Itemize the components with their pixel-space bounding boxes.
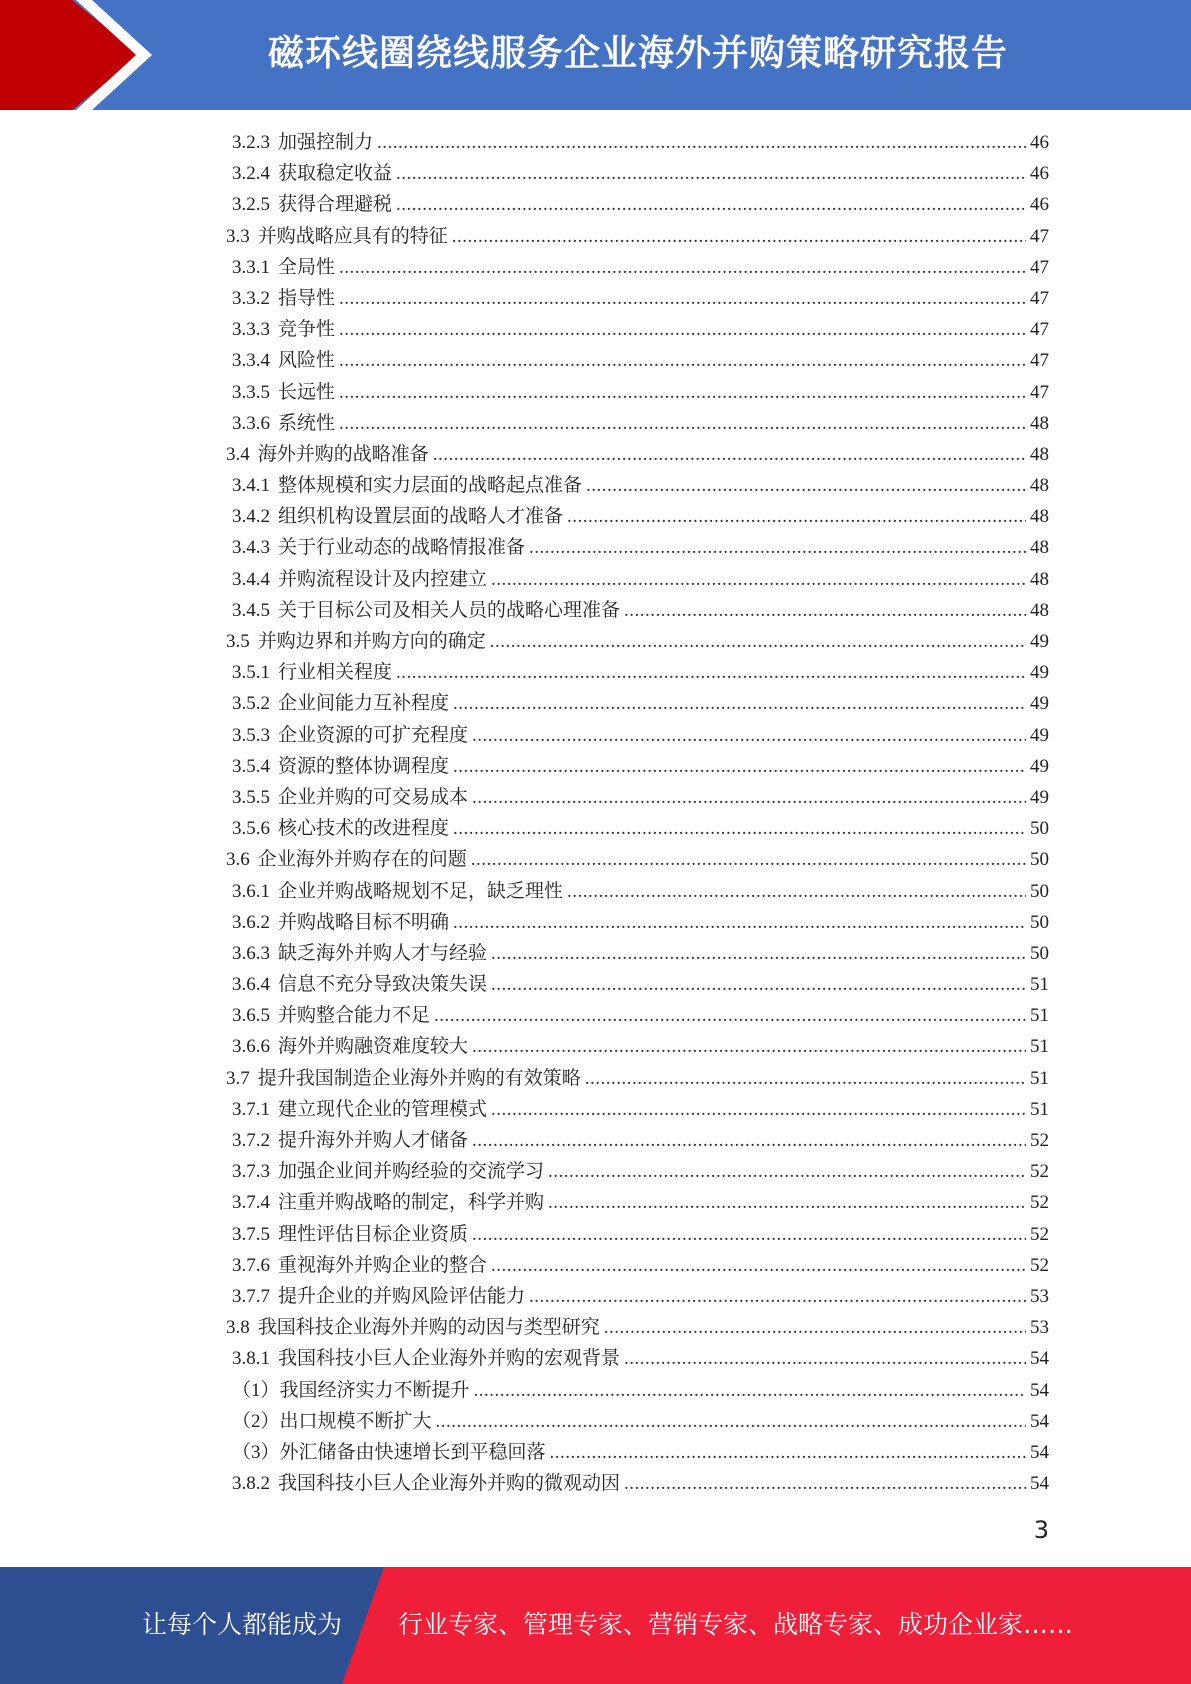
toc-entry-page: 47 <box>1030 381 1049 403</box>
toc-entry-page: 54 <box>1030 1473 1049 1495</box>
toc-entry-title: （2）出口规模不断扩大 <box>232 1410 432 1432</box>
toc-entry[interactable] <box>183 1187 1049 1218</box>
toc-dot-leader <box>472 720 1026 751</box>
toc-dot-leader <box>453 813 1026 844</box>
toc-entry-title: 提升我国制造企业海外并购的有效策略 <box>257 1067 581 1089</box>
toc-entry[interactable] <box>183 158 1049 189</box>
toc-entry-page: 51 <box>1030 974 1049 996</box>
toc-entry-number: 3.5.5 <box>232 786 270 808</box>
toc-entry-title: 竞争性 <box>278 319 336 341</box>
toc-entry[interactable] <box>183 626 1049 657</box>
toc-entry[interactable] <box>183 720 1049 751</box>
toc-entry-page: 48 <box>1030 599 1049 621</box>
toc-dot-leader <box>472 1219 1026 1250</box>
toc-entry[interactable] <box>183 907 1049 938</box>
toc-entry-number: 3.3.5 <box>232 381 270 403</box>
toc-dot-leader <box>550 1437 1026 1468</box>
toc-entry-number: 3.5 <box>226 631 250 652</box>
toc-entry-number: 3.6.6 <box>232 1036 270 1058</box>
toc-entry-page: 52 <box>1030 1223 1049 1245</box>
toc-dot-leader <box>453 688 1026 719</box>
toc-entry-title: 风险性 <box>278 350 336 372</box>
toc-entry-title: 我国科技企业海外并购的动因与类型研究 <box>257 1317 600 1339</box>
toc-entry-number: 3.5.2 <box>232 693 270 715</box>
toc-entry-number: 3.6.1 <box>232 880 270 902</box>
toc-dot-leader <box>624 1343 1026 1374</box>
toc-entry[interactable] <box>183 314 1049 345</box>
toc-dot-leader <box>567 876 1026 907</box>
toc-dot-leader <box>586 470 1026 501</box>
toc-entry-page: 49 <box>1030 631 1049 652</box>
toc-dot-leader <box>453 907 1026 938</box>
toc-dot-leader <box>472 782 1026 813</box>
toc-entry-number: 3.4.4 <box>232 568 270 590</box>
toc-entry-page: 49 <box>1030 786 1049 808</box>
toc-entry-number: 3.3.3 <box>232 319 270 341</box>
toc-dot-leader <box>433 439 1026 470</box>
toc-entry-title: 企业资源的可扩充程度 <box>278 724 469 746</box>
toc-entry-title: 企业并购战略规划不足，缺乏理性 <box>278 880 564 902</box>
toc-entry-title: 全局性 <box>278 256 336 278</box>
toc-entry[interactable] <box>183 876 1049 907</box>
toc-entry-number: 3.6.5 <box>232 1005 270 1027</box>
toc-entry[interactable] <box>183 252 1049 283</box>
toc-entry-page: 51 <box>1030 1036 1049 1058</box>
footer-band <box>0 1567 1191 1684</box>
toc-entry-page: 52 <box>1030 1192 1049 1214</box>
report-title: 磁环线圈绕线服务企业海外并购策略研究报告 <box>267 33 1008 74</box>
toc-entry-title: 并购整合能力不足 <box>278 1005 431 1027</box>
toc-dot-leader <box>585 1063 1026 1094</box>
toc-entry-number: 3.7.3 <box>232 1161 270 1183</box>
toc-entry-page: 52 <box>1030 1254 1049 1276</box>
toc-entry-title: 关于行业动态的战略情报准备 <box>278 537 526 559</box>
toc-dot-leader <box>491 1250 1026 1281</box>
toc-entry-number: 3.6.4 <box>232 974 270 996</box>
toc-entry-number: 3.5.6 <box>232 818 270 840</box>
toc-entry-page: 51 <box>1030 1067 1049 1089</box>
toc-entry-page: 47 <box>1030 287 1049 309</box>
toc-entry-page: 54 <box>1030 1379 1049 1401</box>
toc-entry-title: 长远性 <box>278 381 336 403</box>
toc-entry-title: 并购战略目标不明确 <box>278 911 450 933</box>
toc-entry-title: 获得合理避税 <box>278 194 393 216</box>
toc-entry[interactable] <box>183 501 1049 532</box>
toc-entry-title: 行业相关程度 <box>278 662 393 684</box>
toc-dot-leader <box>436 1406 1026 1437</box>
toc-entry[interactable] <box>183 1063 1049 1094</box>
toc-entry-page: 50 <box>1030 911 1049 933</box>
toc-dot-leader <box>396 189 1026 220</box>
header-band <box>0 0 1191 110</box>
toc-entry-page: 48 <box>1030 537 1049 559</box>
toc-dot-leader <box>453 751 1026 782</box>
toc-dot-leader <box>491 969 1026 1000</box>
toc-entry-number: 3.7.2 <box>232 1130 270 1151</box>
toc-entry-number: 3.7.4 <box>232 1192 270 1214</box>
toc-entry-title: （1）我国经济实力不断提升 <box>232 1379 470 1401</box>
toc-entry-number: 3.5.3 <box>232 724 270 746</box>
toc-entry-number: 3.4 <box>226 443 250 465</box>
toc-entry[interactable] <box>183 813 1049 844</box>
toc-entry-page: 47 <box>1030 256 1049 278</box>
toc-entry-page: 54 <box>1030 1441 1049 1463</box>
toc-entry-title: 重视海外并购企业的整合 <box>278 1254 488 1276</box>
table-of-contents <box>183 127 1049 1499</box>
toc-entry[interactable] <box>183 1406 1049 1437</box>
footer-slogan-left: 让每个人都能成为 <box>142 1610 343 1639</box>
toc-entry[interactable] <box>183 844 1049 875</box>
toc-entry-title: 组织机构设置层面的战略人才准备 <box>278 506 564 528</box>
toc-entry-title: 并购流程设计及内控建立 <box>278 568 488 590</box>
toc-dot-leader <box>529 1281 1026 1312</box>
toc-entry-number: 3.3.2 <box>232 287 270 309</box>
toc-entry[interactable] <box>183 345 1049 376</box>
toc-entry-page: 48 <box>1030 443 1049 465</box>
toc-entry-number: 3.3.4 <box>232 350 270 372</box>
toc-entry-title: 建立现代企业的管理模式 <box>278 1098 488 1120</box>
toc-dot-leader <box>339 408 1026 439</box>
toc-entry-title: 并购边界和并购方向的确定 <box>257 631 486 652</box>
toc-entry-page: 47 <box>1030 319 1049 341</box>
toc-entry-number: 3.3.6 <box>232 412 270 434</box>
toc-entry-title: 资源的整体协调程度 <box>278 755 450 777</box>
toc-entry[interactable] <box>183 1219 1049 1250</box>
toc-entry[interactable] <box>183 189 1049 220</box>
toc-entry[interactable] <box>183 439 1049 470</box>
header-red-block <box>0 0 140 110</box>
toc-dot-leader <box>548 1156 1026 1187</box>
toc-entry[interactable] <box>183 1375 1049 1406</box>
toc-entry[interactable] <box>183 1156 1049 1187</box>
toc-entry-title: 加强控制力 <box>278 132 374 153</box>
toc-entry-page: 50 <box>1030 849 1049 871</box>
toc-entry[interactable] <box>183 1468 1049 1499</box>
toc-entry-title: 提升企业的并购风险评估能力 <box>278 1285 526 1307</box>
toc-entry[interactable] <box>183 221 1049 252</box>
toc-entry-page: 46 <box>1030 194 1049 216</box>
toc-entry-title: 获取稳定收益 <box>278 163 393 185</box>
toc-entry[interactable] <box>183 283 1049 314</box>
toc-entry-title: 注重并购战略的制定，科学并购 <box>278 1192 545 1214</box>
toc-entry-page: 47 <box>1030 350 1049 372</box>
toc-entry-title: 整体规模和实力层面的战略起点准备 <box>278 475 583 497</box>
toc-dot-leader <box>490 626 1026 657</box>
toc-entry-title: （3）外汇储备由快速增长到平稳回落 <box>232 1441 546 1463</box>
toc-entry-page: 48 <box>1030 412 1049 434</box>
page-number: 3 <box>1033 1516 1049 1544</box>
toc-entry-page: 52 <box>1030 1130 1049 1151</box>
toc-dot-leader <box>474 1375 1026 1406</box>
toc-entry-title: 系统性 <box>278 412 336 434</box>
toc-entry-page: 49 <box>1030 662 1049 684</box>
toc-entry[interactable] <box>183 1250 1049 1281</box>
toc-entry-page: 50 <box>1030 942 1049 964</box>
toc-entry-title: 提升海外并购人才储备 <box>278 1130 469 1151</box>
toc-dot-leader <box>491 564 1026 595</box>
toc-entry-number: 3.7.6 <box>232 1254 270 1276</box>
toc-entry-page: 53 <box>1030 1285 1049 1307</box>
toc-entry-title: 指导性 <box>278 287 336 309</box>
toc-entry-number: 3.6.3 <box>232 942 270 964</box>
footer-slogan-right: 行业专家、管理专家、营销专家、战略专家、成功企业家…… <box>398 1610 1074 1639</box>
toc-entry[interactable] <box>183 127 1049 158</box>
toc-dot-leader <box>339 377 1026 408</box>
toc-entry-page: 50 <box>1030 880 1049 902</box>
toc-entry-number: 3.5.1 <box>232 662 270 684</box>
toc-entry-number: 3.4.5 <box>232 599 270 621</box>
toc-entry[interactable] <box>183 564 1049 595</box>
toc-dot-leader <box>491 1094 1026 1125</box>
toc-entry-page: 52 <box>1030 1161 1049 1183</box>
toc-entry[interactable] <box>183 595 1049 626</box>
toc-entry-title: 海外并购的战略准备 <box>257 443 429 465</box>
toc-entry[interactable] <box>183 657 1049 688</box>
toc-dot-leader <box>624 1468 1026 1499</box>
toc-entry[interactable] <box>183 1312 1049 1343</box>
toc-dot-leader <box>548 1187 1026 1218</box>
toc-dot-leader <box>396 158 1026 189</box>
toc-entry-number: 3.4.1 <box>232 475 270 497</box>
toc-entry[interactable] <box>183 1343 1049 1374</box>
toc-entry-number: 3.4.3 <box>232 537 270 559</box>
toc-entry-number: 3.6 <box>226 849 250 871</box>
toc-entry-number: 3.6.2 <box>232 911 270 933</box>
toc-entry-number: 3.2.3 <box>232 132 270 153</box>
toc-entry[interactable] <box>183 1031 1049 1062</box>
toc-dot-leader <box>339 283 1026 314</box>
toc-dot-leader <box>624 595 1026 626</box>
toc-entry-number: 3.2.5 <box>232 194 270 216</box>
toc-dot-leader <box>471 844 1026 875</box>
toc-dot-leader <box>491 938 1026 969</box>
toc-entry-title: 信息不充分导致决策失误 <box>278 974 488 996</box>
toc-entry-page: 49 <box>1030 755 1049 777</box>
toc-entry-title: 并购战略应具有的特征 <box>257 225 448 247</box>
toc-entry[interactable] <box>183 1094 1049 1125</box>
toc-entry-number: 3.7.5 <box>232 1223 270 1245</box>
toc-entry-title: 关于目标公司及相关人员的战略心理准备 <box>278 599 621 621</box>
toc-entry-page: 54 <box>1030 1410 1049 1432</box>
toc-dot-leader <box>567 501 1026 532</box>
toc-entry-title: 理性评估目标企业资质 <box>278 1223 469 1245</box>
toc-entry-title: 缺乏海外并购人才与经验 <box>278 942 488 964</box>
toc-entry-title: 企业并购的可交易成本 <box>278 786 469 808</box>
toc-entry-number: 3.7.7 <box>232 1285 270 1307</box>
toc-entry-number: 3.8.2 <box>232 1473 270 1495</box>
toc-entry[interactable] <box>183 969 1049 1000</box>
toc-entry-number: 3.2.4 <box>232 163 270 185</box>
toc-entry[interactable] <box>183 751 1049 782</box>
toc-entry-title: 我国科技小巨人企业海外并购的宏观背景 <box>278 1348 621 1370</box>
toc-entry[interactable] <box>183 1125 1049 1156</box>
toc-entry-number: 3.7 <box>226 1067 250 1089</box>
toc-entry[interactable] <box>183 688 1049 719</box>
toc-entry-page: 54 <box>1030 1348 1049 1370</box>
toc-entry-page: 51 <box>1030 1098 1049 1120</box>
toc-dot-leader <box>472 1031 1026 1062</box>
toc-entry[interactable] <box>183 532 1049 563</box>
toc-entry-title: 核心技术的改进程度 <box>278 818 450 840</box>
toc-entry-title: 企业间能力互补程度 <box>278 693 450 715</box>
toc-entry-page: 53 <box>1030 1317 1049 1339</box>
toc-entry-page: 46 <box>1030 163 1049 185</box>
toc-entry-title: 加强企业间并购经验的交流学习 <box>278 1161 545 1183</box>
toc-entry-number: 3.3.1 <box>232 256 270 278</box>
toc-entry[interactable] <box>183 1437 1049 1468</box>
toc-entry-number: 3.8.1 <box>232 1348 270 1370</box>
toc-entry[interactable] <box>183 938 1049 969</box>
toc-entry[interactable] <box>183 470 1049 501</box>
toc-entry-page: 49 <box>1030 724 1049 746</box>
toc-dot-leader <box>472 1125 1026 1156</box>
toc-entry-page: 46 <box>1030 132 1049 153</box>
toc-entry-page: 51 <box>1030 1005 1049 1027</box>
toc-dot-leader <box>604 1312 1026 1343</box>
toc-entry-page: 49 <box>1030 693 1049 715</box>
toc-entry[interactable] <box>183 782 1049 813</box>
toc-entry-page: 47 <box>1030 225 1049 247</box>
toc-dot-leader <box>529 532 1026 563</box>
toc-entry[interactable] <box>183 1281 1049 1312</box>
toc-entry-number: 3.7.1 <box>232 1098 270 1120</box>
toc-entry[interactable] <box>183 377 1049 408</box>
toc-entry-page: 48 <box>1030 475 1049 497</box>
toc-entry[interactable] <box>183 1000 1049 1031</box>
toc-entry-page: 48 <box>1030 568 1049 590</box>
toc-dot-leader <box>434 1000 1026 1031</box>
toc-entry-number: 3.4.2 <box>232 506 270 528</box>
toc-entry-page: 50 <box>1030 818 1049 840</box>
toc-entry-number: 3.8 <box>226 1317 250 1339</box>
toc-dot-leader <box>396 657 1026 688</box>
toc-dot-leader <box>339 252 1026 283</box>
toc-entry-page: 48 <box>1030 506 1049 528</box>
toc-dot-leader <box>452 221 1026 252</box>
toc-dot-leader <box>339 345 1026 376</box>
toc-entry-number: 3.3 <box>226 225 250 247</box>
toc-entry-title: 海外并购融资难度较大 <box>278 1036 469 1058</box>
toc-entry-title: 企业海外并购存在的问题 <box>257 849 467 871</box>
toc-entry-title: 我国科技小巨人企业海外并购的微观动因 <box>278 1473 621 1495</box>
toc-dot-leader <box>339 314 1026 345</box>
toc-entry-number: 3.5.4 <box>232 755 270 777</box>
toc-entry[interactable] <box>183 408 1049 439</box>
toc-dot-leader <box>377 127 1026 158</box>
